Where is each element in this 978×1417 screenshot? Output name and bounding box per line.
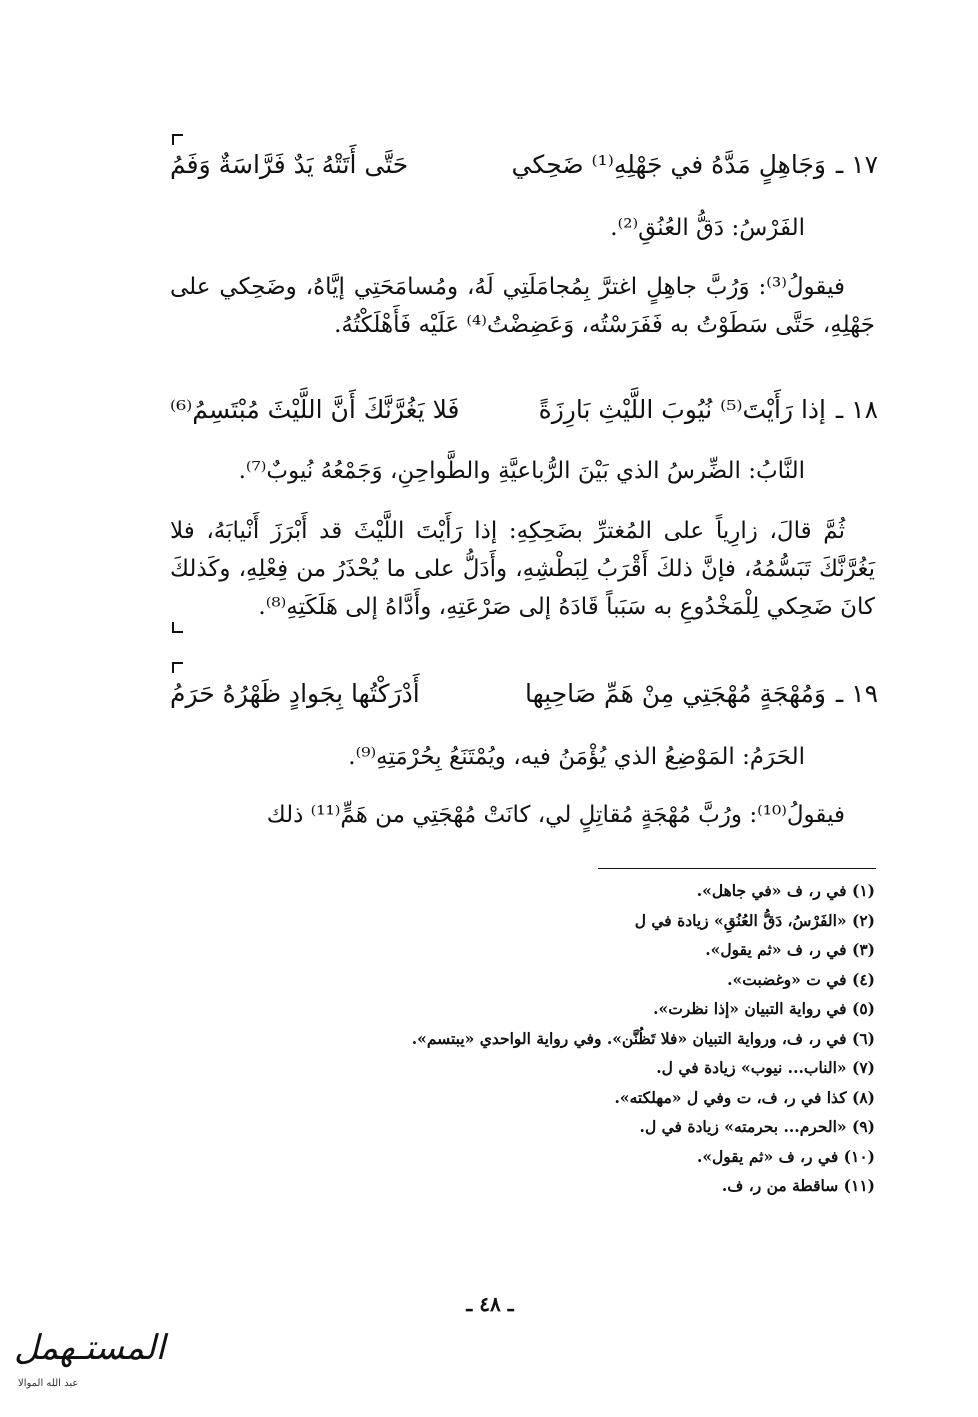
- verse-second-hemistich: فَلا يَغُرَّنَّكَ أَنَّ اللَّيْثَ مُبْتَسِمُ⁽⁶⁾: [170, 395, 460, 424]
- verse-second-hemistich: أَدْرَكْتُها بِجَوادٍ ظَهْرُهُ حَرَمُ: [170, 679, 420, 708]
- gloss-18: النَّابُ: الضِّرسُ الذي بَيْنَ الرُّباعيَّةِ والطَّواحِنِ، وَجَمْعُهُ نُيوبٌ⁽⁷⁾.: [238, 458, 805, 484]
- verse-17: [170, 143, 878, 187]
- commentary-17: فيقولُ⁽³⁾: وَرُبَّ جاهِلٍ اغترَّ بِمُجامَلَتِي لَهُ، ومُسامَحَتِي إيَّاهُ، وضَحِكي على جَهْلِهِ، حَتَّى سَطَوْتُ به فَفَرَسْتُه، وَعَضِضْتُ⁽⁴⁾ عَلَيْه فَأَهْلَكْتُهُ.: [170, 274, 875, 338]
- verse-19: [170, 672, 878, 716]
- verse-number: ١٩ ـ: [835, 679, 878, 708]
- commentary-18: ثُمَّ قالَ، زارِياً على المُغترِّ بضَحِكِهِ: إذا رَأَيْتَ اللَّيْثَ قد أَبْرَزَ أَنْيابَهُ، فلا يَغُرَّنَّكَ تَبَسُّمُهُ، فإنَّ ذلكَ أَقْرَبُ لِبَطْشِهِ، وأَدَلُّ على ما يُحْذَرُ من فِعْلِهِ، وكَذلكَ كانَ ضَحِكي لِلْمَخْدُوعِ به سَبَباً قَادَهُ إلى صَرْعَتِهِ، وأَدَّاهُ إلى هَلَكَتِهِ⁽⁸⁾.: [170, 518, 875, 620]
- footnote: (٩) «الحرم... بحرمته» زيادة في ل.: [639, 1117, 875, 1136]
- footnote: (٦) في ر، ف، ورواية التبيان «فلا تَظُنَّن». وفي رواية الواحدي «يبتسم».: [411, 1028, 875, 1048]
- footnote: (١) في ر، ف «في جاهل».: [696, 881, 875, 900]
- gloss-17: الفَرْسُ: دَقُّ العُنُقِ⁽²⁾.: [610, 215, 805, 241]
- footnote: (٢) «الفَرْسُ، دَقُّ العُنُقِ» زيادة في ل: [634, 910, 875, 930]
- stamp-subtext: عبد الله الموالا: [18, 1378, 79, 1389]
- commentary-19: فيقولُ⁽¹⁰⁾: ورُبَّ مُهْجَةٍ مُقاتِلٍ لي، كانَتْ مُهْجَتِي من هَمٍّ⁽¹¹⁾ ذلك: [266, 802, 845, 828]
- footnote: (١١) ساقطة من ر، ف.: [721, 1176, 875, 1195]
- gloss-19: الحَرَمُ: المَوْضِعُ الذي يُؤْمَنُ فيه، ويُمْتَنَعُ بِحُرْمَتِهِ⁽⁹⁾.: [348, 744, 805, 770]
- verse-second-hemistich: حَتَّى أَتَتْهُ يَدٌ فَرَّاسَةٌ وَفَمُ: [170, 150, 409, 179]
- footnote: (٥) في رواية التبيان «إذا نظرت».: [653, 999, 875, 1018]
- footnote: (٧) «الناب... نيوب» زيادة في ل.: [656, 1058, 875, 1077]
- library-stamp-logo: [8, 1322, 166, 1402]
- page-number: ـ ٤٨ ـ: [466, 1292, 514, 1316]
- verse-first-hemistich: وَجَاهِلٍ مَدَّهُ في جَهْلِهِ⁽¹⁾ ضَحِكي: [511, 150, 826, 179]
- footnote: (٨) كذا في ر، ف، ت وفي ل «مهلكته».: [614, 1087, 875, 1107]
- footnotes: [175, 876, 875, 1201]
- verse-18: [170, 388, 878, 432]
- verse-first-hemistich: إذا رَأَيْتَ⁽⁵⁾ نُيُوبَ اللَّيْثِ بَارِزَةً: [538, 395, 826, 424]
- verse-number: ١٧ ـ: [835, 150, 878, 179]
- verse-first-hemistich: وَمُهْجَةٍ مُهْجَتِي مِنْ هَمِّ صَاحِبِها: [525, 679, 826, 708]
- footnote: (١٠) في ر، ف «ثم يقول».: [696, 1146, 875, 1166]
- verse-number: ١٨ ـ: [835, 395, 878, 424]
- stamp-main-text: المستـهمل: [14, 1328, 166, 1368]
- footnote: (٤) في ت «وغضبت».: [727, 969, 875, 989]
- footnote-separator: [598, 868, 876, 869]
- footnote: (٣) في ر، ف «ثم يقول».: [705, 940, 875, 959]
- section-end-marker: [172, 622, 183, 633]
